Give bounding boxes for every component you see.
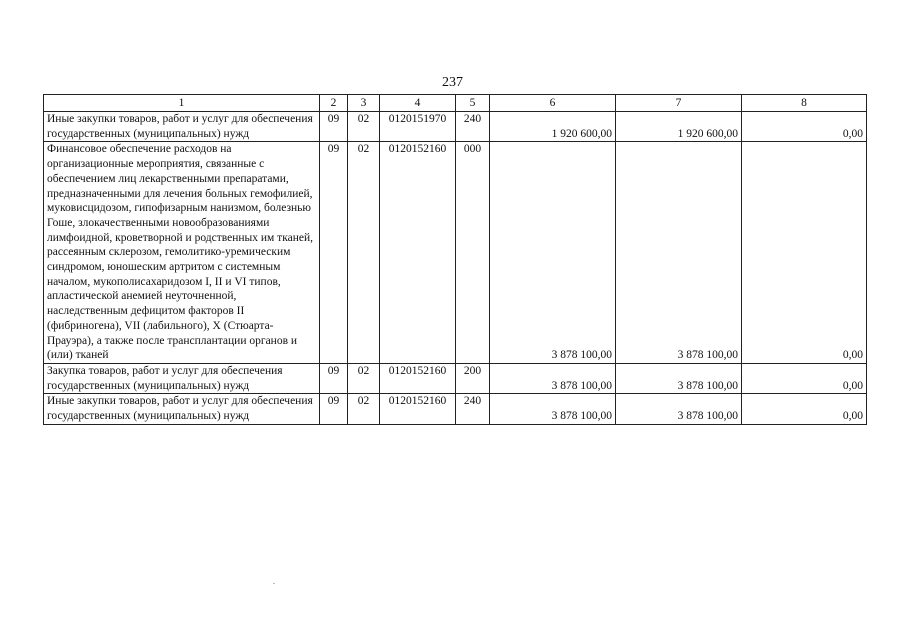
section-code: 09: [320, 363, 348, 393]
header-cell: 1: [44, 95, 320, 112]
header-cell: 7: [616, 95, 742, 112]
subsection-code: 02: [348, 112, 380, 142]
subsection-code: 02: [348, 142, 380, 364]
amount-col7: 3 878 100,00: [616, 394, 742, 424]
amount-col7: 3 878 100,00: [616, 142, 742, 364]
target-article-code: 0120152160: [380, 394, 456, 424]
table-row: [44, 394, 867, 424]
header-cell: 8: [742, 95, 867, 112]
amount-col8: 0,00: [742, 394, 867, 424]
amount-col8: 0,00: [742, 363, 867, 393]
target-article-code: 0120152160: [380, 363, 456, 393]
amount-col7: 1 920 600,00: [616, 112, 742, 142]
amount-col6: 1 920 600,00: [490, 112, 616, 142]
expense-name: Закупка товаров, работ и услуг для обеспечения государственных (муниципальных) нужд: [44, 363, 320, 393]
header-cell: 5: [456, 95, 490, 112]
amount-col6: 3 878 100,00: [490, 394, 616, 424]
table-row: [44, 142, 867, 364]
page-number: 237: [442, 75, 463, 90]
subsection-code: 02: [348, 363, 380, 393]
expense-name: Иные закупки товаров, работ и услуг для обеспечения государственных (муниципальных) нужд: [44, 112, 320, 142]
section-code: 09: [320, 142, 348, 364]
section-code: 09: [320, 394, 348, 424]
expense-type-code: 240: [456, 394, 490, 424]
scan-speck: [273, 583, 275, 584]
expense-type-code: 000: [456, 142, 490, 364]
table-row: [44, 112, 867, 142]
header-row: [44, 95, 867, 112]
expense-name: Финансовое обеспечение расходов на организационные мероприятия, связанные с обеспечением лиц лекарственными препаратами, предназначенными для лечения больных гемофилией, муковисцидозом, гипофизарным нанизмом, болезнью Гоше, злокачественными новообразованиями лимфоидной, кроветворной и родственных им тканей, рассеянным склерозом, гемолитико-уремическим синдромом, юношеским артритом с системным началом, мукополисахаридозом I, II и VI типов, апластической анемией неуточненной, наследственным дефицитом факторов II (фибриногена), VII (лабильного), X (Стюарта-Прауэра), а также после трансплантации органов и (или) тканей: [44, 142, 320, 364]
header-cell: 4: [380, 95, 456, 112]
amount-col8: 0,00: [742, 112, 867, 142]
header-cell: 3: [348, 95, 380, 112]
amount-col6: 3 878 100,00: [490, 363, 616, 393]
expense-name: Иные закупки товаров, работ и услуг для обеспечения государственных (муниципальных) нужд: [44, 394, 320, 424]
amount-col8: 0,00: [742, 142, 867, 364]
expense-type-code: 200: [456, 363, 490, 393]
header-cell: 2: [320, 95, 348, 112]
header-cell: 6: [490, 95, 616, 112]
amount-col6: 3 878 100,00: [490, 142, 616, 364]
target-article-code: 0120151970: [380, 112, 456, 142]
subsection-code: 02: [348, 394, 380, 424]
target-article-code: 0120152160: [380, 142, 456, 364]
expense-type-code: 240: [456, 112, 490, 142]
table-row: [44, 363, 867, 393]
budget-table: [43, 94, 867, 425]
amount-col7: 3 878 100,00: [616, 363, 742, 393]
section-code: 09: [320, 112, 348, 142]
